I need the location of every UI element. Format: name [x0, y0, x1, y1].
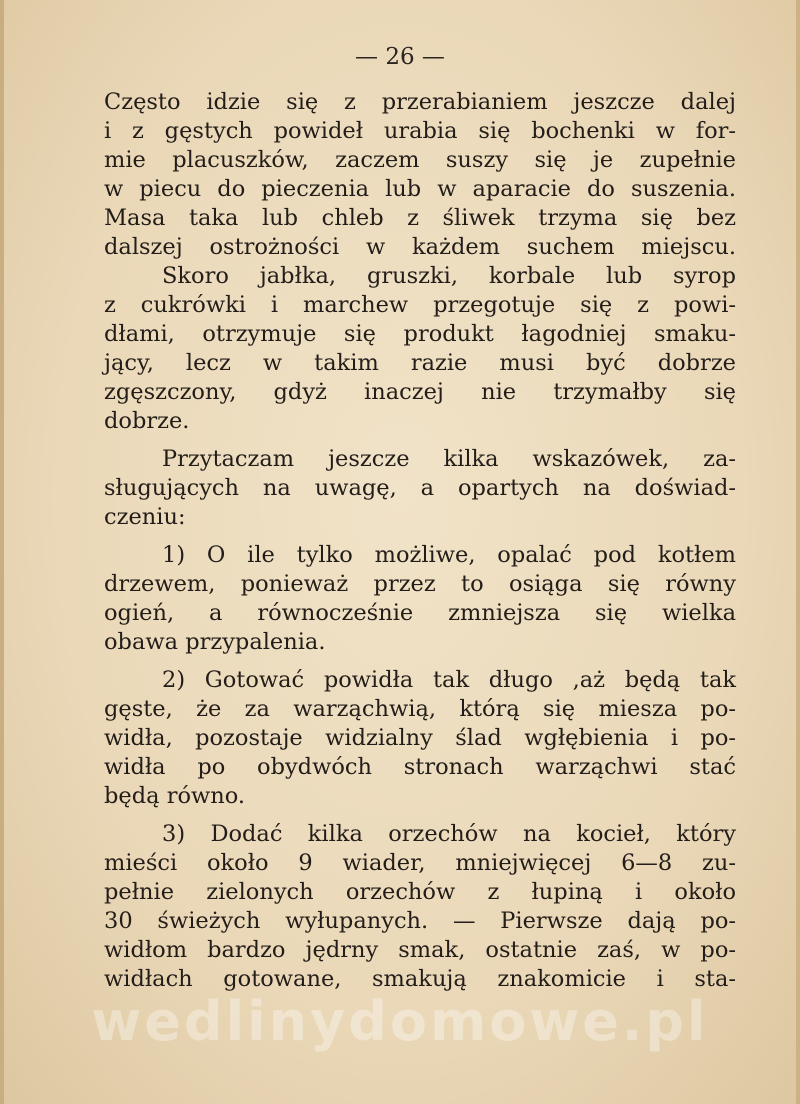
page-number: — 26 —: [355, 44, 445, 70]
page-left-edge: [0, 0, 4, 1104]
text-line: 1) O ile tylko możliwe, opalać pod kotłem: [162, 542, 736, 568]
text-line: będą równo.: [104, 783, 246, 809]
text-line: zgęszczony, gdyż inaczej nie trzymałby się: [104, 379, 736, 405]
text-line: i z gęstych powideł urabia się bochenki w for-: [104, 118, 736, 144]
text-line: pełnie zielonych orzechów z łupiną i około: [104, 879, 736, 905]
text-line: widła, pozostaje widzialny ślad wgłębienia i po-: [104, 725, 736, 751]
text-line: drzewem, ponieważ przez to osiąga się równy: [104, 571, 736, 597]
text-line: z cukrówki i marchew przegotuje się z powi-: [104, 292, 736, 318]
page-right-edge: [796, 0, 800, 1104]
text-line: widłom bardzo jędrny smak, ostatnie zaś, w po-: [104, 937, 736, 963]
text-line: mie placuszków, zaczem suszy się je zupełnie: [104, 147, 736, 173]
paragraph-gap: [104, 532, 736, 541]
text-line: czeniu:: [104, 504, 186, 530]
text-line: 2) Gotować powidła tak długo ,aż będą tak: [162, 667, 736, 693]
text-line: obawa przypalenia.: [104, 629, 326, 655]
text-line: 30 świeżych wyłupanych. — Pierwsze dają po-: [104, 908, 736, 934]
paragraph-1: [104, 88, 736, 262]
text-line: Masa taka lub chleb z śliwek trzyma się bez: [104, 205, 736, 231]
text-line: Skoro jabłka, gruszki, korbale lub syrop: [162, 263, 736, 289]
text-line: Często idzie się z przerabianiem jeszcze dalej: [104, 89, 736, 115]
text-line: mieści około 9 wiader, mniejwięcej 6—8 zu-: [104, 850, 736, 876]
text-line: w piecu do pieczenia lub w aparacie do suszenia.: [104, 176, 736, 202]
paragraph-5: [104, 666, 736, 811]
text-line: 3) Dodać kilka orzechów na kocieł, który: [162, 821, 736, 847]
paragraph-gap: [104, 436, 736, 445]
text-line: dobrze.: [104, 408, 190, 434]
text-line: dalszej ostrożności w każdem suchem miejscu.: [104, 234, 736, 260]
paragraph-3: [104, 445, 736, 532]
paragraph-gap: [104, 811, 736, 820]
paragraph-gap: [104, 657, 736, 666]
body-text: [104, 88, 736, 994]
text-line: Przytaczam jeszcze kilka wskazówek, za-: [162, 446, 736, 472]
paragraph-2: [104, 262, 736, 436]
text-line: ogień, a równocześnie zmniejsza się wielka: [104, 600, 736, 626]
text-line: gęste, że za warząchwią, którą się miesza po-: [104, 696, 736, 722]
text-line: widła po obydwóch stronach warząchwi stać: [104, 754, 736, 780]
text-line: widłach gotowane, smakują znakomicie i sta-: [104, 966, 736, 992]
text-line: sługujących na uwagę, a opartych na doświad-: [104, 475, 736, 501]
paragraph-4: [104, 541, 736, 657]
watermark: wedlinydomowe.pl: [91, 990, 709, 1053]
text-line: dłami, otrzymuje się produkt łagodniej smaku-: [104, 321, 736, 347]
text-line: jący, lecz w takim razie musi być dobrze: [104, 350, 736, 376]
paragraph-6: [104, 820, 736, 994]
